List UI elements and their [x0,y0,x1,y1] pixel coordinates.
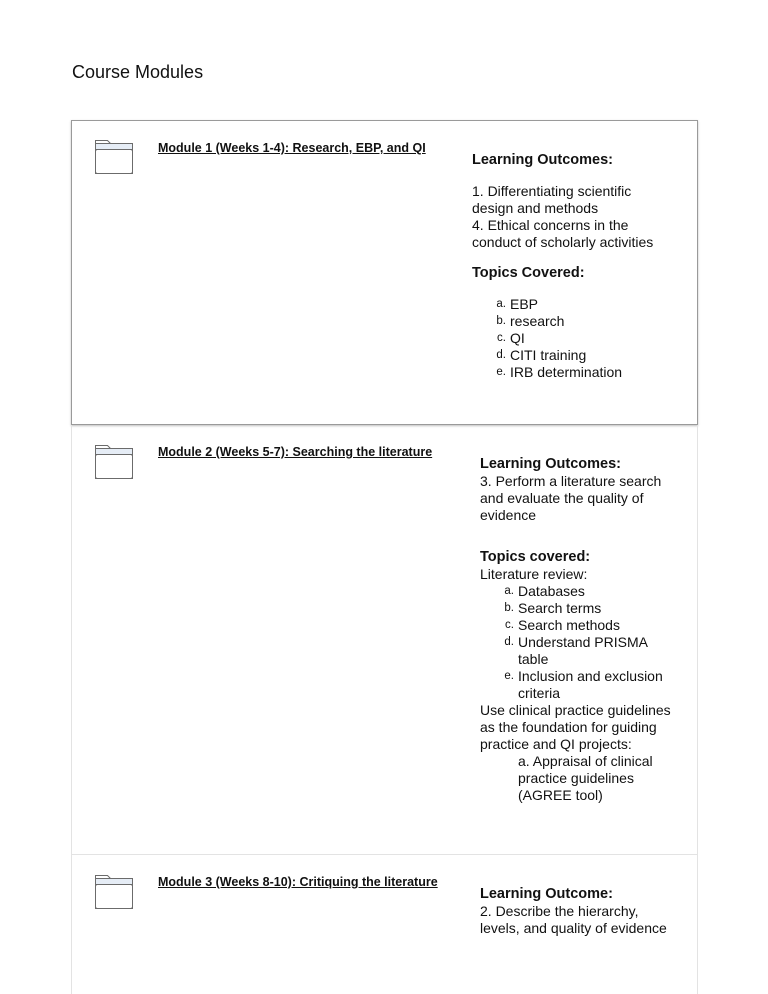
module-2-description [480,456,680,804]
module-1-description [472,152,672,381]
outcomes-heading: Learning Outcome: [480,886,613,902]
module-item [71,855,698,994]
list-item: b. research [496,313,565,329]
outcome-item: 1. Differentiating scientific design and methods [472,183,632,216]
list-item: d. Understand PRISMA table [504,634,648,667]
page-title: Course Modules [72,62,204,82]
topics-heading: Topics covered: [480,549,591,565]
folder-icon [94,441,134,481]
topics-list [480,583,680,702]
module-2-link[interactable]: Module 2 (Weeks 5-7): Searching the literature [158,445,433,459]
outcome-item: 4. Ethical concerns in the conduct of scholarly activities [472,217,654,250]
outcome-item: 3. Perform a literature search and evaluate the quality of evidence [480,473,662,523]
module-item [71,120,698,425]
module-item [71,425,698,855]
list-item: a. EBP [496,296,539,312]
list-item: b. Search terms [504,600,602,616]
list-item: d. CITI training [496,347,587,363]
guidelines-text: Use clinical practice guidelines as the foundation for guiding practice and QI projects: [480,702,671,752]
lit-review-label: Literature review: [480,566,588,582]
topics-heading: Topics Covered: [472,265,585,281]
topics-list [472,296,672,381]
module-list [71,120,698,994]
folder-icon [94,871,134,911]
guidelines-item: a. Appraisal of clinical practice guidelines (AGREE tool) [518,753,653,803]
folder-icon [94,136,134,176]
list-item: c. Search methods [505,617,620,633]
module-3-link[interactable]: Module 3 (Weeks 8-10): Critiquing the literature [158,875,438,889]
module-1-link[interactable]: Module 1 (Weeks 1-4): Research, EBP, and QI [158,141,426,155]
outcomes-heading: Learning Outcomes: [480,456,621,472]
list-item: e. IRB determination [496,364,623,380]
outcomes-heading: Learning Outcomes: [472,152,613,168]
list-item: e. Inclusion and exclusion criteria [504,668,663,701]
list-item: a. Databases [504,583,585,599]
module-3-description [480,886,680,937]
list-item: c. QI [497,330,525,346]
outcome-item: 2. Describe the hierarchy, levels, and quality of evidence [480,903,667,936]
